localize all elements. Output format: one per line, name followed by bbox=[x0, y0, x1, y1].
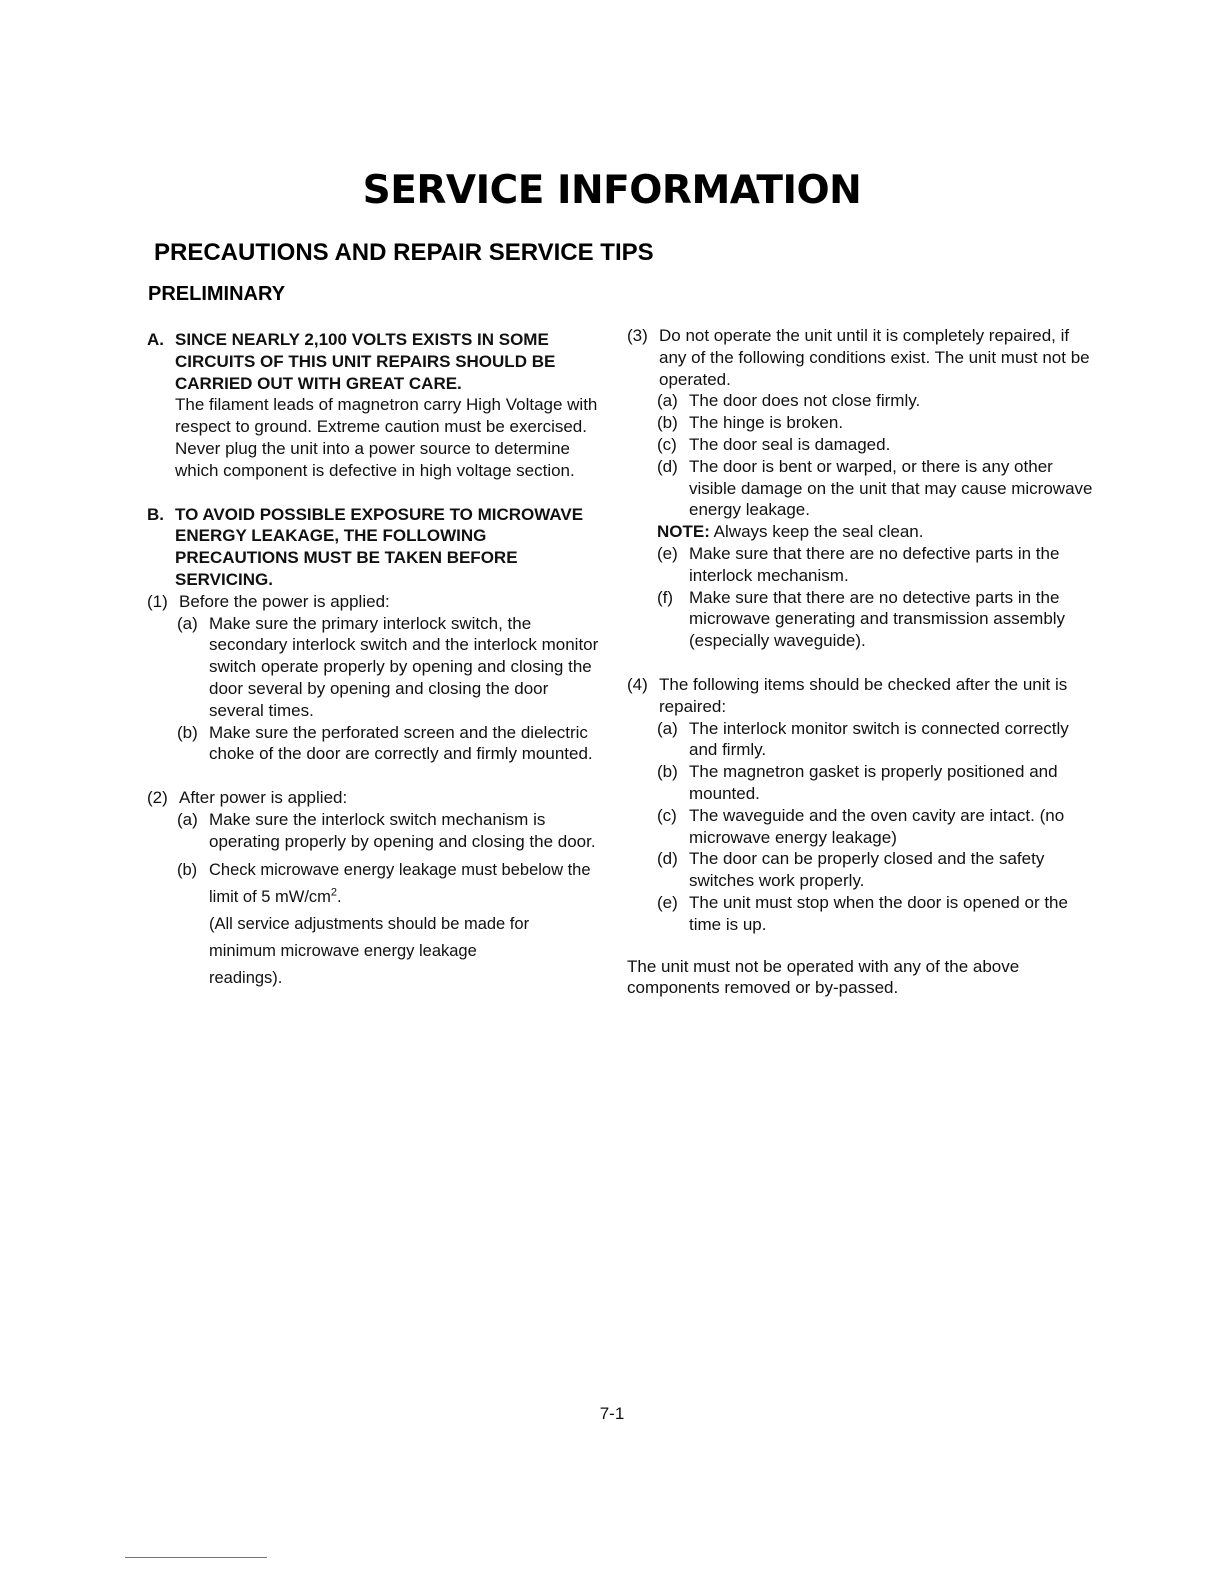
step-3-text: Do not operate the unit until it is completely repaired, if any of the following conditions exist. The unit must not be operated. bbox=[659, 326, 1090, 389]
step-3a-label: (a) bbox=[657, 391, 678, 411]
step-3c bbox=[657, 434, 1097, 456]
step-4-text: The following items should be checked after the unit is repaired: bbox=[659, 674, 1068, 716]
step-2-text: After power is applied: bbox=[179, 788, 348, 808]
step-3d bbox=[657, 456, 1097, 521]
step-4e-text: The unit must stop when the door is opened or the time is up. bbox=[689, 892, 1068, 934]
step-3d-label: (d) bbox=[657, 456, 678, 476]
closing-paragraph: The unit must not be operated with any of the above components removed or by-passed. bbox=[627, 956, 1020, 998]
step-1-subitems bbox=[177, 613, 607, 766]
step-3-subitems-cont bbox=[657, 543, 1097, 652]
step-4d bbox=[657, 848, 1097, 892]
step-3-subitems bbox=[657, 390, 1097, 521]
note-text: Always keep the seal clean. bbox=[709, 522, 924, 542]
step-1 bbox=[147, 591, 607, 613]
step-2b-text-end: . bbox=[337, 887, 342, 906]
note-line bbox=[657, 521, 1097, 543]
step-3d-text: The door is bent or warped, or there is any other visible damage on the unit that may cause microwave energy leakage. bbox=[689, 456, 1093, 520]
right-column bbox=[627, 325, 1097, 999]
step-3a-text: The door does not close firmly. bbox=[689, 391, 921, 411]
step-1a-text: Make sure the primary interlock switch, the secondary interlock switch and the interlock monitor switch operate properly by opening and closing the door several by opening and closing the door several times. bbox=[209, 613, 599, 720]
step-3e-label: (e) bbox=[657, 543, 678, 563]
step-3 bbox=[627, 325, 1097, 390]
item-b-label: B. bbox=[147, 504, 164, 524]
step-4d-label: (d) bbox=[657, 849, 678, 869]
step-4c bbox=[657, 805, 1097, 849]
left-column bbox=[147, 329, 607, 992]
step-2 bbox=[147, 787, 607, 809]
footer-rule bbox=[125, 1557, 267, 1558]
page-title: SERVICE INFORMATION bbox=[362, 168, 862, 213]
step-3-label: (3) bbox=[627, 326, 648, 345]
section-heading: PRECAUTIONS AND REPAIR SERVICE TIPS bbox=[154, 239, 654, 266]
step-1-text: Before the power is applied: bbox=[179, 591, 390, 611]
step-4c-label: (c) bbox=[657, 805, 677, 825]
item-a-body bbox=[147, 394, 607, 481]
step-3f bbox=[657, 587, 1097, 652]
note-label: NOTE: bbox=[657, 522, 710, 542]
step-4-label: (4) bbox=[627, 674, 648, 694]
step-1b bbox=[177, 722, 607, 766]
step-2b bbox=[177, 857, 607, 911]
item-a-body-text: The filament leads of magnetron carry High Voltage with respect to ground. Extreme caution must be exercised. Never plug the unit into a power source to determine which component is defective in high voltage section. bbox=[175, 395, 598, 480]
step-4b bbox=[657, 761, 1097, 805]
step-2a-label: (a) bbox=[177, 809, 198, 829]
step-3e bbox=[657, 543, 1097, 587]
step-4e bbox=[657, 892, 1097, 936]
item-b-heading bbox=[147, 504, 607, 591]
step-2a-text: Make sure the interlock switch mechanism is operating properly by opening and closing the door. bbox=[209, 809, 596, 851]
step-1b-label: (b) bbox=[177, 722, 198, 742]
step-3f-label: (f) bbox=[657, 587, 674, 607]
step-3c-text: The door seal is damaged. bbox=[689, 434, 891, 454]
step-2b-label: (b) bbox=[177, 860, 198, 879]
step-2b-note-text: (All service adjustments should be made for minimum microwave energy leakage readings). bbox=[209, 914, 530, 987]
step-1a-label: (a) bbox=[177, 613, 198, 633]
step-4e-label: (e) bbox=[657, 892, 678, 912]
step-3a bbox=[657, 390, 1097, 412]
step-4a-text: The interlock monitor switch is connected correctly and firmly. bbox=[689, 718, 1069, 760]
step-3b-label: (b) bbox=[657, 413, 678, 433]
step-1b-text: Make sure the perforated screen and the dielectric choke of the door are correctly and firmly mounted. bbox=[209, 722, 593, 764]
step-3e-text: Make sure that there are no defective parts in the interlock mechanism. bbox=[689, 543, 1060, 585]
step-3f-text: Make sure that there are no detective parts in the microwave generating and transmission assembly (especially waveguide). bbox=[689, 587, 1066, 651]
step-4a bbox=[657, 718, 1097, 762]
step-4b-text: The magnetron gasket is properly positioned and mounted. bbox=[689, 762, 1058, 803]
item-a-label: A. bbox=[147, 330, 164, 349]
item-a-heading bbox=[147, 329, 607, 394]
step-2-label: (2) bbox=[147, 788, 168, 808]
step-2b-text-main: Check microwave energy leakage must bebelow the limit of 5 mW/cm bbox=[209, 860, 591, 906]
item-a-heading-text: SINCE NEARLY 2,100 VOLTS EXISTS IN SOME CIRCUITS OF THIS UNIT REPAIRS SHOULD BE CARRIED OUT WITH GREAT CARE. bbox=[175, 330, 556, 393]
step-2-subitems bbox=[177, 809, 607, 992]
step-2b-superscript: 2 bbox=[330, 886, 338, 899]
step-3b bbox=[657, 412, 1097, 434]
step-2b-text bbox=[209, 857, 607, 911]
step-4c-text: The waveguide and the oven cavity are intact. (no microwave energy leakage) bbox=[689, 805, 1065, 847]
step-1a bbox=[177, 613, 607, 722]
step-4b-label: (b) bbox=[657, 762, 678, 782]
subsection-heading: PRELIMINARY bbox=[148, 283, 286, 305]
step-2a bbox=[177, 809, 607, 853]
step-4a-label: (a) bbox=[657, 718, 678, 738]
page-number: 7-1 bbox=[599, 1404, 625, 1423]
step-4-subitems bbox=[657, 718, 1097, 936]
step-4d-text: The door can be properly closed and the safety switches work properly. bbox=[689, 849, 1045, 891]
step-1-label: (1) bbox=[147, 591, 168, 611]
step-4 bbox=[627, 674, 1097, 718]
step-3c-label: (c) bbox=[657, 434, 677, 454]
item-b-heading-text: TO AVOID POSSIBLE EXPOSURE TO MICROWAVE ENERGY LEAKAGE, THE FOLLOWING PRECAUTIONS MUST BE TAKEN BEFORE SERVICING. bbox=[175, 504, 584, 589]
step-2b-note bbox=[177, 911, 607, 992]
step-3b-text: The hinge is broken. bbox=[689, 413, 844, 433]
